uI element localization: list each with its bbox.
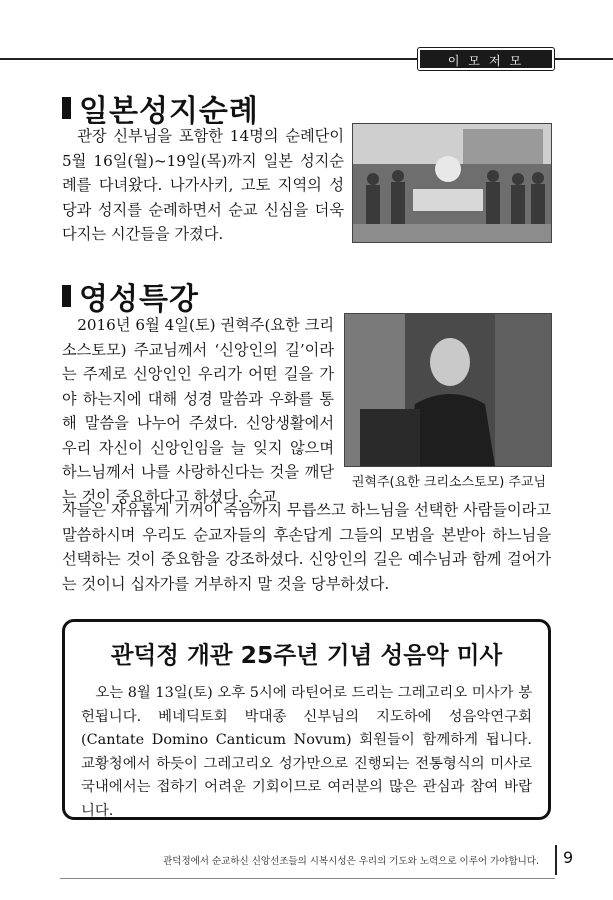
section2-body-top: 2016년 6월 4일(토) 권혁주(요한 크리소스토모) 주교님께서 ‘신앙인의 길’이라는 주제로 신앙인인 우리가 어떤 길을 가야 하는지에 대해 성경 말씀과 우화를 통해 말씀을 나누어 주셨다. 신앙생활에서 우리 자신이 신앙인임을 늘 잊지 않으며 하느님께서 나를 사랑하신다는 것을 깨닫는 것이 중요하다고 하셨다. 순교 <box>62 316 334 506</box>
pilgrimage-group-photo <box>352 123 552 243</box>
section2-heading <box>62 274 199 318</box>
footer-text: 관덕정에서 순교하신 신앙선조들의 시복시성은 우리의 기도와 노력으로 이루어 가야합니다. <box>163 856 539 867</box>
bishop-photo-illustration <box>345 314 551 466</box>
section1-title: 일본성지순례 <box>79 94 259 129</box>
page-number: 9 <box>563 848 574 867</box>
bishop-photo <box>344 313 552 467</box>
notice-title: 관덕정 개관 25주년 기념 성음악 미사 <box>110 641 503 669</box>
footer-rule <box>60 878 555 879</box>
section-tab: 이모저모 <box>418 48 554 70</box>
heading-marker-icon <box>62 97 71 119</box>
photo-caption: 권혁주(요한 크리소스토모) 주교님 <box>351 475 547 490</box>
footer-divider <box>555 845 557 875</box>
notice-body: 오는 8월 13일(토) 오후 5시에 라틴어로 드리는 그레고리오 미사가 봉헌됩니다. 베네딕토회 박대종 신부님의 지도하에 성음악연구회(Cantate Domino Canticum Novum) 회원들이 함께하게 됩니다. 교황청에서 하듯이 그레고리오 성가만으로 진행되는 전통형식의 미사로 국내에서는 접하기 어려운 기회이므로 여러분의 많은 관심과 참여 바랍니다. <box>81 685 532 819</box>
heading-marker-icon <box>62 285 71 307</box>
notice-box <box>62 619 551 820</box>
pilgrimage-photo-illustration <box>353 124 551 242</box>
section1-body: 관장 신부님을 포함한 14명의 순례단이 5월 16일(월)~19일(목)까지 일본 성지순례를 다녀왔다. 나가사키, 고토 지역의 성당과 성지를 순례하면서 순교 신심을 더욱 다지는 시간들을 가졌다. <box>62 127 344 243</box>
section2-body-bottom: 자들은 자유롭게 기꺼이 죽음까지 무릅쓰고 하느님을 선택한 사람들이라고 말씀하시며 우리도 순교자들의 후손답게 그들의 모범을 본받아 하느님을 선택하는 것이 중요함을 강조하셨다. 신앙인의 길은 예수님과 함께 걸어가는 것이니 십자가를 거부하지 말 것을 당부하셨다. <box>62 501 551 593</box>
section2-title: 영성특강 <box>79 282 199 317</box>
